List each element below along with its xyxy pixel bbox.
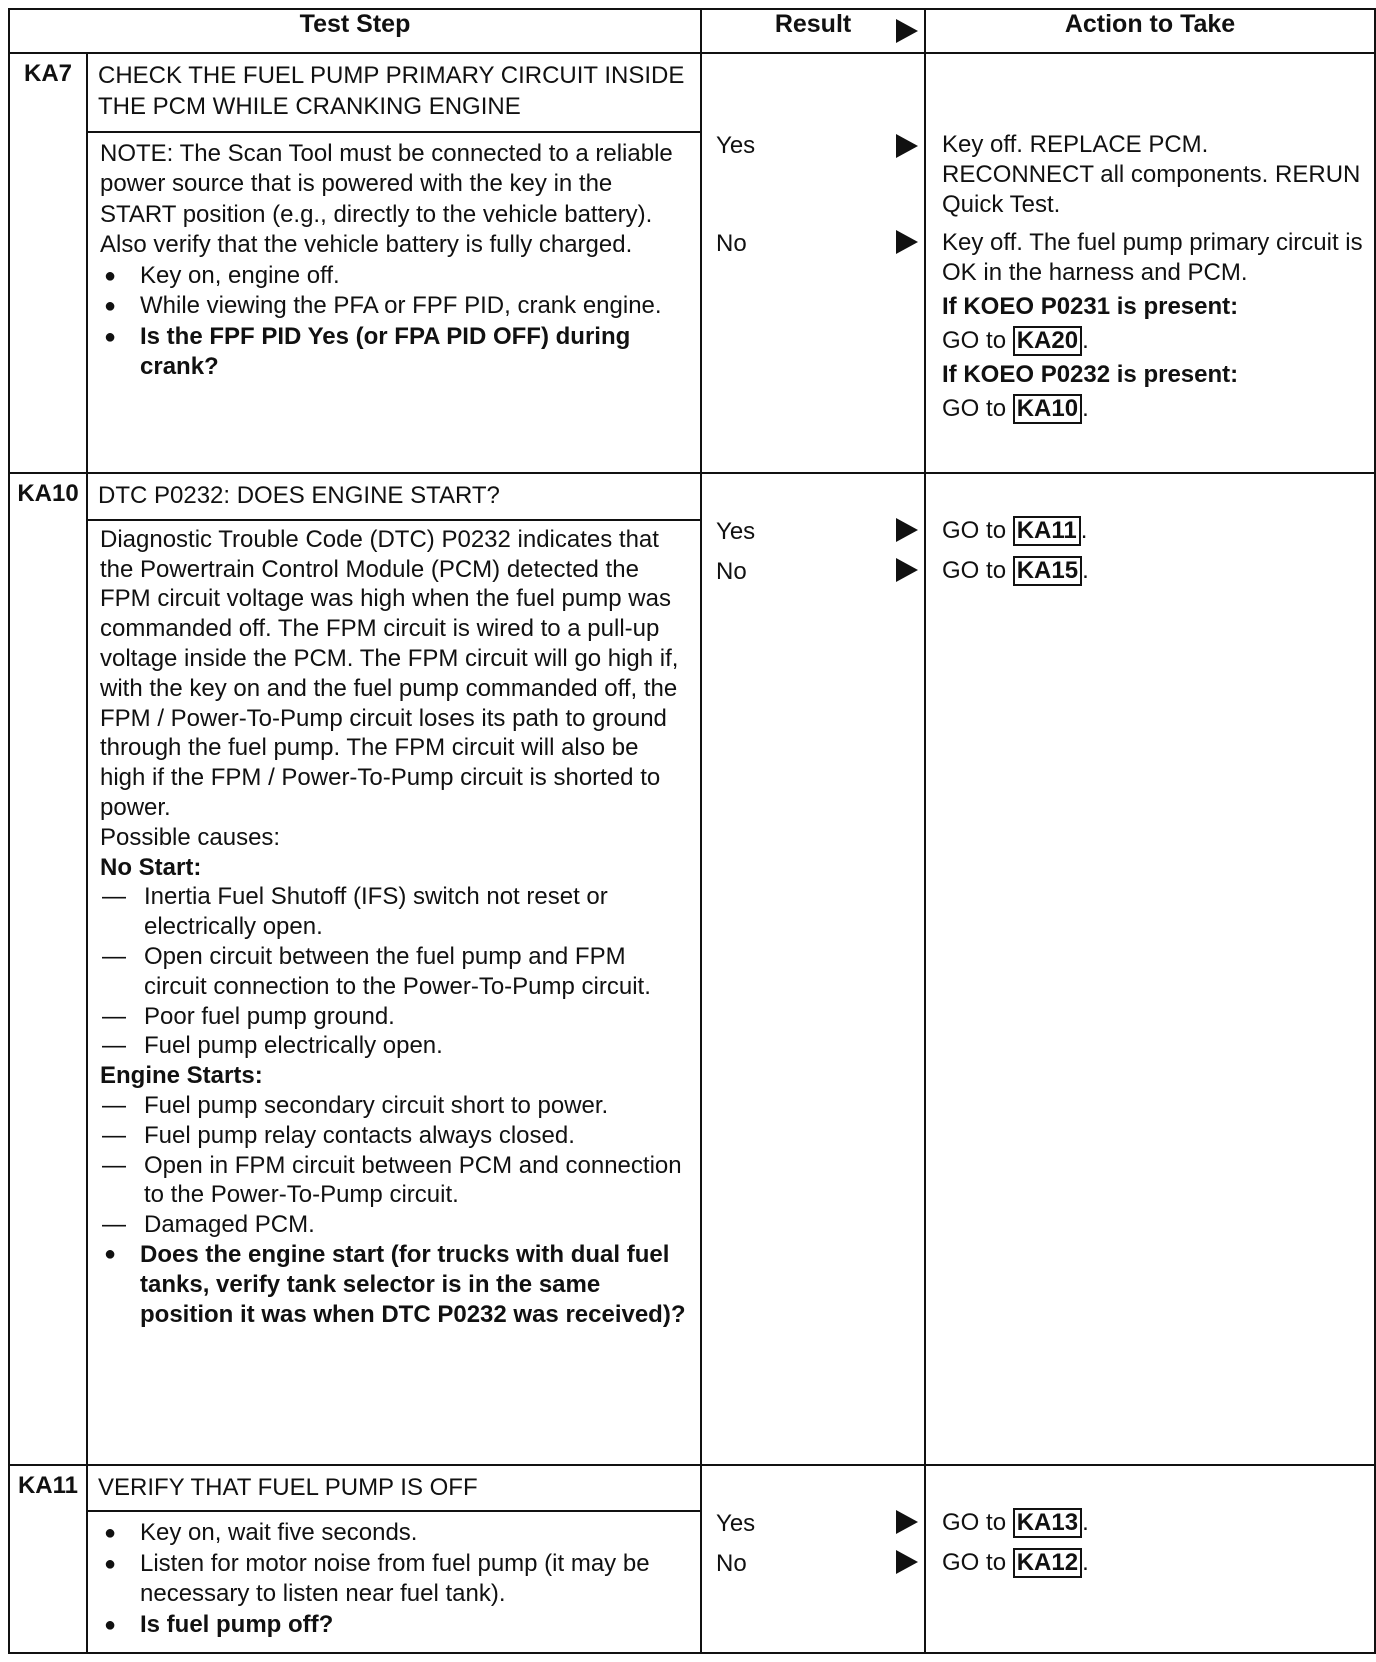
goto-label: GO to: [942, 557, 1007, 585]
action-yes-ka10: GO to KA11 .: [942, 517, 1088, 545]
goto-label: GO to: [942, 1548, 1007, 1576]
result-yes-ka7: Yes: [716, 131, 756, 159]
action-cell-ka7: [925, 53, 1375, 473]
bullet-ka7-2: ● While viewing the PFA or FPF PID, crank engine.: [100, 291, 690, 322]
header-test-step: Test Step: [9, 9, 701, 53]
cause-engine-starts-3: — Open in FPM circuit between PCM and connection to the Power-To-Pump circuit.: [100, 1151, 690, 1211]
diagnostic-page: [8, 8, 1374, 1654]
step-id-ka11: KA11: [9, 1465, 87, 1653]
result-no-ka10: No: [716, 558, 747, 586]
cause-no-start-2: — Open circuit between the fuel pump and FPM circuit connection to the Power-To-Pump circuit.: [100, 942, 690, 1002]
question-ka11: ● Is fuel pump off?: [100, 1610, 690, 1641]
goto-label: GO to: [942, 1508, 1007, 1536]
step-id-ka7: KA7: [9, 53, 87, 473]
goto-label: GO to: [942, 517, 1007, 545]
note-ka7: NOTE: The Scan Tool must be connected to a reliable power source that is powered with the key in the START position (e.g., directly to the vehicle battery). Also verify that the vehicle battery is fully charged.: [100, 139, 673, 259]
ref-ka11-link[interactable]: KA11: [1013, 516, 1081, 546]
step-body-ka11: [87, 1511, 701, 1653]
goto-label: GO to: [942, 326, 1007, 354]
cause-engine-starts-4: — Damaged PCM.: [100, 1210, 690, 1240]
step-title-ka11: VERIFY THAT FUEL PUMP IS OFF: [87, 1465, 701, 1512]
header-action: Action to Take: [925, 9, 1375, 53]
action-no-text-ka7: Key off. The fuel pump primary circuit is OK in the harness and PCM.: [942, 228, 1363, 286]
goto-ka10-line: GO to KA10 .: [942, 394, 1089, 422]
condition-p0232: If KOEO P0232 is present:: [942, 360, 1239, 388]
arrow-right-icon: [896, 230, 918, 254]
action-no-ka7: [942, 228, 1366, 424]
action-cell-ka11: [925, 1465, 1375, 1653]
arrow-right-icon: [896, 558, 918, 582]
result-cell-ka11: [701, 1465, 925, 1653]
result-no-ka11: No: [716, 1549, 747, 1577]
question-ka10: ● Does the engine start (for trucks with dual fuel tanks, verify tank selector is in the same position it was when DTC P0232 was received)?: [100, 1240, 690, 1329]
arrow-right-icon: [896, 518, 918, 542]
cause-no-start-4: — Fuel pump electrically open.: [100, 1031, 690, 1061]
action-yes-ka7: Key off. REPLACE PCM. RECONNECT all components. RERUN Quick Test.: [942, 130, 1361, 218]
ref-ka13-link[interactable]: KA13: [1013, 1508, 1082, 1538]
no-start-heading: No Start:: [100, 853, 202, 881]
arrow-right-icon: [896, 134, 918, 158]
action-no-ka11: GO to KA12 .: [942, 1548, 1089, 1576]
arrow-right-icon: [896, 1550, 918, 1574]
cause-engine-starts-1: — Fuel pump secondary circuit short to power.: [100, 1091, 690, 1121]
question-ka7: ● Is the FPF PID Yes (or FPA PID OFF) during crank?: [100, 322, 690, 383]
ref-ka12-link[interactable]: KA12: [1013, 1548, 1082, 1578]
result-cell-ka10: [701, 473, 925, 1465]
action-no-ka10: GO to KA15 .: [942, 557, 1089, 585]
step-title-ka7: CHECK THE FUEL PUMP PRIMARY CIRCUIT INSIDE THE PCM WHILE CRANKING ENGINE: [87, 53, 701, 132]
step-title-ka10: DTC P0232: DOES ENGINE START?: [87, 473, 701, 520]
result-cell-ka7: [701, 53, 925, 473]
result-yes-ka11: Yes: [716, 1509, 756, 1537]
arrow-right-icon: [896, 1510, 918, 1534]
bullet-ka11-1: ● Key on, wait five seconds.: [100, 1518, 690, 1549]
ref-ka15-link[interactable]: KA15: [1013, 556, 1082, 586]
cause-no-start-3: — Poor fuel pump ground.: [100, 1002, 690, 1032]
cause-engine-starts-2: — Fuel pump relay contacts always closed.: [100, 1121, 690, 1151]
condition-p0231: If KOEO P0231 is present:: [942, 292, 1239, 320]
ref-ka20-link[interactable]: KA20: [1013, 326, 1082, 356]
engine-starts-heading: Engine Starts:: [100, 1062, 263, 1090]
bullet-ka7-1: ● Key on, engine off.: [100, 261, 690, 292]
arrow-right-icon: [896, 19, 918, 43]
goto-ka20-line: GO to KA20 .: [942, 326, 1089, 354]
action-cell-ka10: [925, 473, 1375, 1465]
step-body-ka10: [87, 520, 701, 1465]
step-body-ka7: [87, 132, 701, 473]
header-result-label: Result: [774, 10, 852, 38]
result-yes-ka10: Yes: [716, 518, 756, 546]
cause-no-start-1: — Inertia Fuel Shutoff (IFS) switch not reset or electrically open.: [100, 882, 690, 942]
description-ka10: Diagnostic Trouble Code (DTC) P0232 indicates that the Powertrain Control Module (PCM) detected the FPM circuit voltage was high when the fuel pump was commanded off. The FPM circuit is wired to a pull-up voltage inside the PCM. The FPM circuit will go high if, with the key on and the fuel pump commanded off, the FPM / Power-To-Pump circuit loses its path to ground through the fuel pump. The FPM circuit will also be high if the FPM / Power-To-Pump circuit is shorted to power.: [100, 525, 679, 822]
goto-label: GO to: [942, 394, 1007, 422]
result-no-ka7: No: [716, 229, 747, 257]
possible-causes-label: Possible causes:: [100, 823, 281, 851]
header-result: [701, 9, 925, 53]
ref-ka10-link[interactable]: KA10: [1013, 394, 1082, 424]
action-yes-ka11: GO to KA13 .: [942, 1508, 1089, 1536]
bullet-ka11-2: ● Listen for motor noise from fuel pump (it may be necessary to listen near fuel tank).: [100, 1549, 690, 1610]
step-id-ka10: KA10: [9, 473, 87, 1465]
pinpoint-test-table: [8, 8, 1376, 1654]
